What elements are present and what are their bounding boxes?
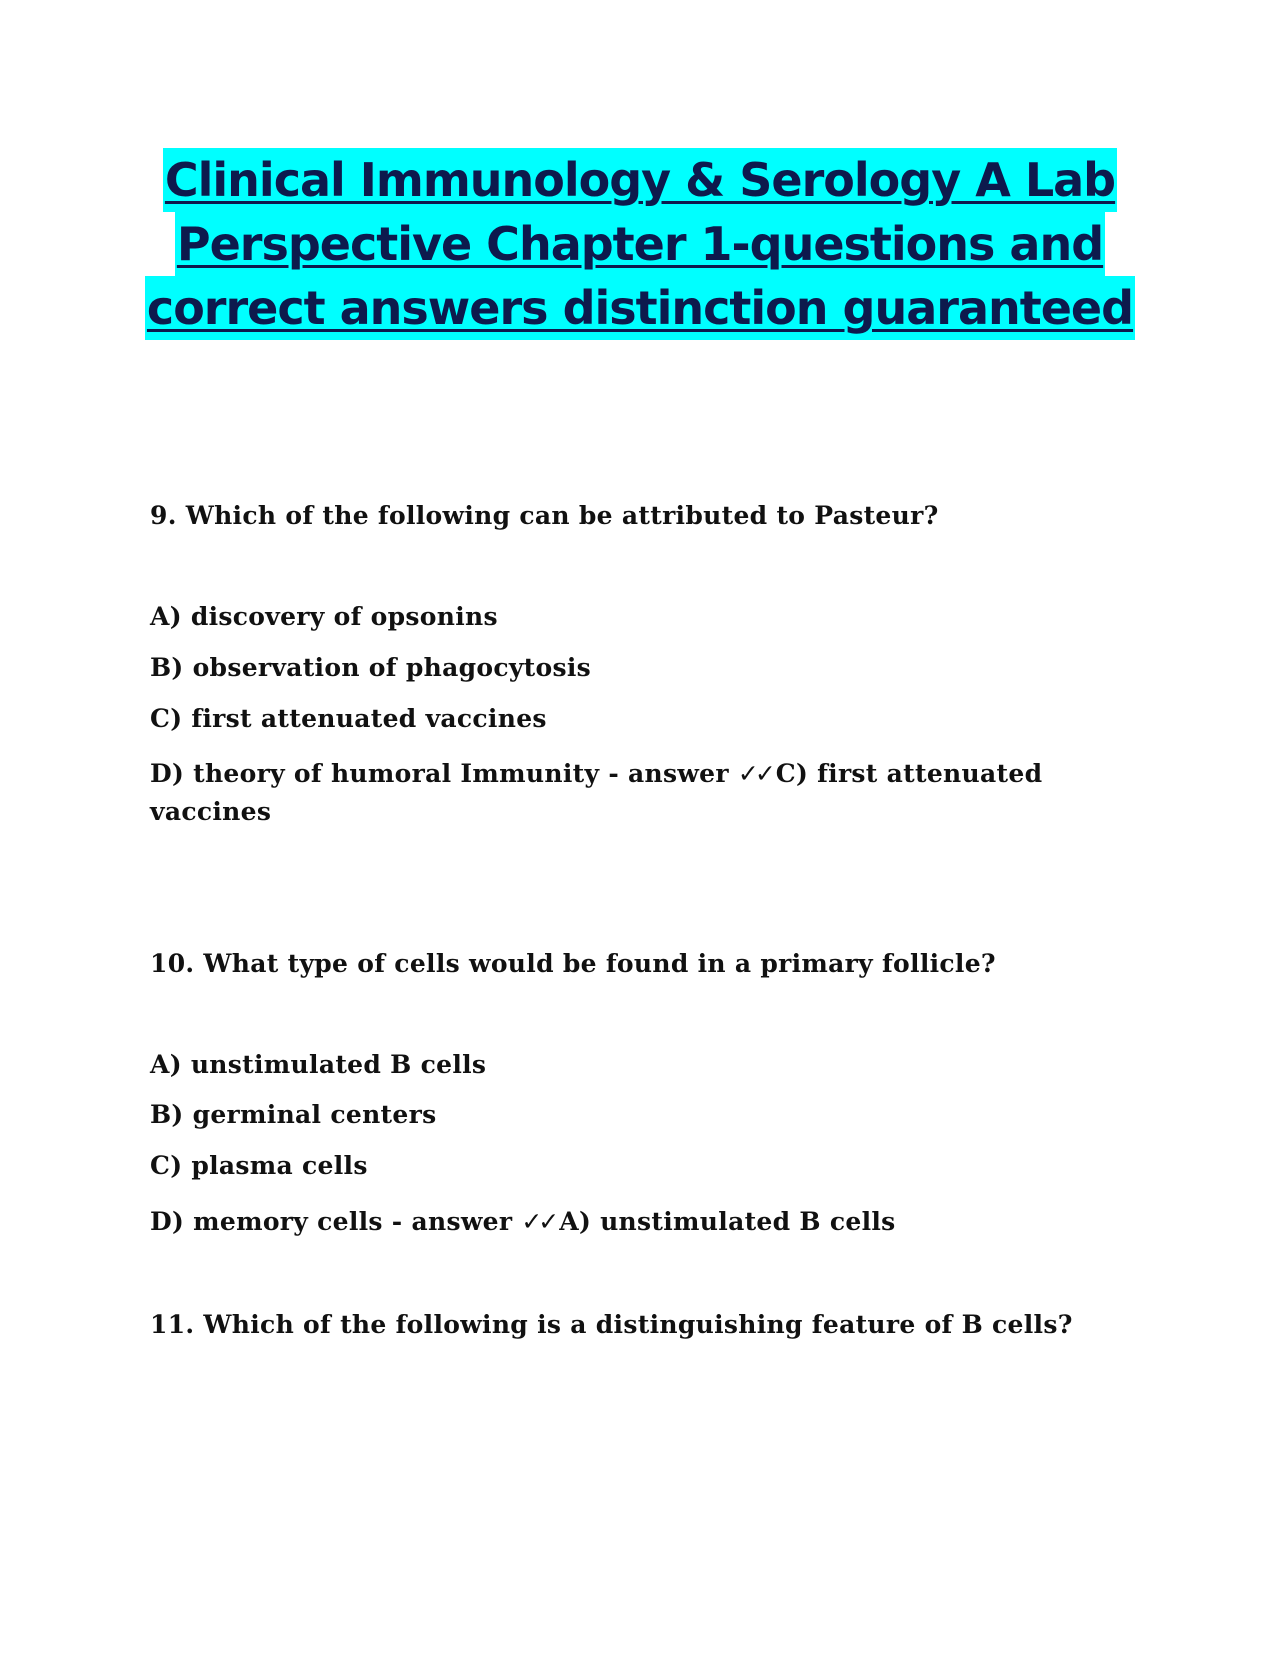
question-10-answer: A) unstimulated B cells: [559, 1207, 896, 1236]
question-11-prompt: 11. Which of the following is a distinguishing feature of B cells?: [150, 1310, 1073, 1339]
question-9-prompt: 9. Which of the following can be attributed to Pasteur?: [150, 501, 939, 530]
double-check-icon: ✓✓: [521, 1207, 556, 1236]
title-line-3: correct answers distinction guaranteed: [145, 276, 1135, 340]
question-10-option-d-answer: [150, 1203, 1150, 1241]
title-line-1: Clinical Immunology & Serology A Lab: [163, 148, 1117, 212]
question-10-option-c: C) plasma cells: [150, 1151, 368, 1180]
question-9-option-c: C) first attenuated vaccines: [150, 704, 547, 733]
question-9-option-d: D) theory of humoral Immunity - answer: [150, 759, 729, 788]
question-9-option-b: B) observation of phagocytosis: [150, 653, 592, 682]
question-10-option-b: B) germinal centers: [150, 1100, 437, 1129]
question-10-option-a: A) unstimulated B cells: [150, 1050, 487, 1079]
question-9-option-d-answer: [150, 755, 1150, 831]
document-title: [0, 148, 1280, 340]
question-10-option-d: D) memory cells - answer: [150, 1207, 513, 1236]
question-9-answer: C) first attenuated vaccines: [150, 759, 1043, 826]
double-check-icon: ✓✓: [737, 759, 772, 788]
question-9-option-a: A) discovery of opsonins: [150, 602, 498, 631]
question-10-prompt: 10. What type of cells would be found in a primary follicle?: [150, 949, 996, 978]
title-line-2: Perspective Chapter 1-questions and: [175, 212, 1105, 276]
